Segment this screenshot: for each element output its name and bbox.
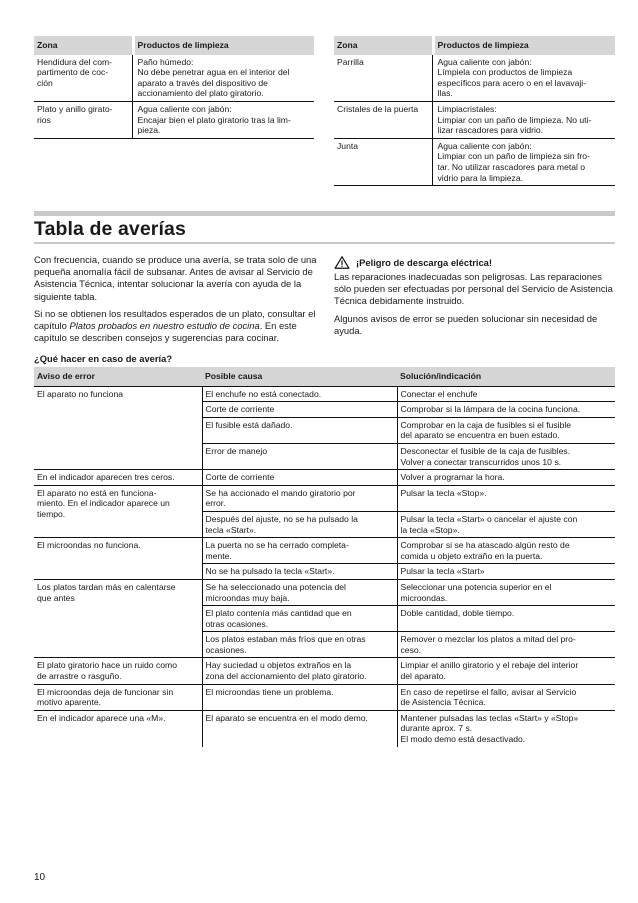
cleaning-table-header (34, 36, 314, 55)
intro-paragraph: Con frecuencia, cuando se produce una avería, se trata solo de una pequeña anomalía fácil de subsanar. Antes de avisar al Servicio de Asistencia Técnica, intentar solucionar la avería con ayuda de la siguiente tabla. (34, 254, 317, 302)
solution-cell: Pulsar la tecla «Start» o cancelar el ajuste con la tecla «Stop». (397, 511, 615, 537)
error-message-cell: En el indicador aparece una «M». (34, 710, 202, 746)
table-row (34, 684, 615, 710)
zone-cell: Plato y anillo girato- rios (34, 101, 132, 138)
table-row (334, 138, 615, 185)
error-message-cell: El aparato no está en funciona- miento. En el indicador aparece un tiempo. (34, 485, 202, 537)
zone-cell: Cristales de la puerta (334, 101, 432, 138)
product-cell: Limpiacristales: Limpiar con un paño de limpieza. No uti- lizar rascadores para vidrio. (435, 101, 616, 138)
cause-cell: La puerta no se ha cerrado completa- mente. (202, 538, 397, 564)
error-message-cell: En el indicador aparecen tres ceros. (34, 470, 202, 486)
solution-cell: Mantener pulsadas las teclas «Start» y «Stop» durante aprox. 7 s. El modo demo está desactivado. (397, 710, 615, 746)
cause-cell: El plato contenía más cantidad que en otras ocasiones. (202, 606, 397, 632)
zone-cell: Junta (334, 138, 432, 185)
zone-cell: Hendidura del com- partimento de coc- ción (34, 55, 132, 102)
section-divider (34, 242, 615, 244)
solution-cell: Limpiar el anillo giratorio y el rebaje del interior del aparato. (397, 658, 615, 684)
solution-cell: Conectar el enchufe (397, 386, 615, 402)
error-message-cell: El microondas deja de funcionar sin motivo aparente. (34, 684, 202, 710)
cause-cell: El fusible está dañado. (202, 417, 397, 443)
cleaning-table-right (334, 36, 615, 186)
solution-cell: En caso de repetirse el fallo, avisar al Servicio de Asistencia Técnica. (397, 684, 615, 710)
cleaning-table-header (334, 36, 615, 55)
solution-cell: Comprobar si la lámpara de la cocina funciona. (397, 402, 615, 418)
column-header-error: Aviso de error (34, 367, 202, 386)
error-message-cell: El microondas no funciona. (34, 538, 202, 580)
cause-cell: Hay suciedad u objetos extraños en la zona del accionamiento del plato giratorio. (202, 658, 397, 684)
section-title: Tabla de averías (34, 218, 186, 240)
section-divider (34, 211, 615, 216)
table-row (334, 101, 615, 138)
page-number: 10 (34, 872, 46, 883)
solution-cell: Doble cantidad, doble tiempo. (397, 606, 615, 632)
column-header-cause: Posible causa (202, 367, 397, 386)
error-message-cell: Los platos tardan más en calentarse que antes (34, 579, 202, 658)
column-header-zone: Zona (334, 36, 432, 55)
solution-cell: Desconectar el fusible de la caja de fusibles. Volver a conectar transcurridos unos 10 s. (397, 443, 615, 469)
column-header-zone: Zona (34, 36, 132, 55)
faults-table (34, 367, 615, 747)
warning-triangle-icon (334, 256, 350, 269)
faults-subheading: ¿Qué hacer en caso de avería? (34, 353, 173, 364)
cause-cell: El aparato se encuentra en el modo demo. (202, 710, 397, 746)
solution-cell: Remover o mezclar los platos a mitad del pro- ceso. (397, 632, 615, 658)
cause-cell: Los platos estaban más fríos que en otras ocasiones. (202, 632, 397, 658)
product-cell: Paño húmedo: No debe penetrar agua en el interior del aparato a través del dispositivo de accionamiento del plato giratorio. (135, 55, 315, 102)
table-row (34, 386, 615, 402)
faults-table-body (34, 386, 615, 747)
error-message-cell: El plato giratorio hace un ruido como de arrastre o rasguño. (34, 658, 202, 684)
column-header-solution: Solución/indicación (397, 367, 615, 386)
cause-cell: Se ha accionado el mando giratorio por error. (202, 485, 397, 511)
cause-cell: Corte de corriente (202, 402, 397, 418)
cause-cell: Se ha seleccionado una potencia del microondas muy baja. (202, 579, 397, 605)
warning-note: Algunos avisos de error se pueden solucionar sin necesidad de ayuda. (334, 312, 598, 336)
intro-column (34, 254, 317, 349)
chapter-reference: Platos probados en nuestro estudio de cocina (69, 320, 260, 332)
warning-heading (334, 256, 615, 269)
solution-cell: Seleccionar una potencia superior en el microondas. (397, 579, 615, 605)
intro-paragraph-reference (34, 308, 317, 345)
solution-cell: Pulsar la tecla «Stop». (397, 485, 615, 511)
cause-cell: El microondas tiene un problema. (202, 684, 397, 710)
zone-cell: Parrilla (334, 55, 432, 102)
cleaning-table-left (34, 36, 314, 139)
solution-cell: Comprobar si se ha atascado algún resto de comida u objeto extraño en la puerta. (397, 538, 615, 564)
table-row (34, 579, 615, 605)
table-row (334, 55, 615, 102)
cause-cell: Error de manejo (202, 443, 397, 469)
table-row (34, 55, 314, 102)
table-row (34, 538, 615, 564)
intro-text: Si no se obtienen los resultados esperados de un plato, consultar el capítulo (34, 307, 316, 332)
warning-box (334, 256, 615, 342)
solution-cell: Pulsar la tecla «Start» (397, 564, 615, 580)
cleaning-table-body (34, 55, 314, 139)
warning-paragraph: Las reparaciones inadecuadas son peligrosas. Las reparaciones sólo pueden ser efectuadas por personal del Servicio de Asistencia Técnica debidamente instruido. (334, 271, 613, 307)
product-cell: Agua caliente con jabón: Límpiela con productos de limpieza específicos para acero o en el lavavaji- llas. (435, 55, 616, 102)
warning-title: ¡Peligro de descarga eléctrica! (356, 256, 492, 268)
solution-cell: Comprobar en la caja de fusibles si el fusible del aparato se encuentra en buen estado. (397, 417, 615, 443)
cause-cell: Corte de corriente (202, 470, 397, 486)
product-cell: Agua caliente con jabón: Limpiar con un paño de limpieza sin fro- tar. No utilizar rascadores para metal o vidrio para la limpieza. (435, 138, 616, 185)
cause-cell: No se ha pulsado la tecla «Start». (202, 564, 397, 580)
cause-cell: Después del ajuste, no se ha pulsado la tecla «Start». (202, 511, 397, 537)
table-row (34, 485, 615, 511)
column-header-products: Productos de limpieza (135, 36, 315, 55)
intro-text: . En este capítulo se describen consejos y sugerencias para cocinar. (34, 320, 297, 344)
table-row (34, 710, 615, 746)
error-message-cell: El aparato no funciona (34, 386, 202, 470)
table-row (34, 101, 314, 138)
faults-table-header (34, 367, 615, 386)
table-row (34, 658, 615, 684)
solution-cell: Volver a programar la hora. (397, 470, 615, 486)
table-row (34, 470, 615, 486)
cleaning-table-body (334, 55, 615, 186)
cause-cell: El enchufe no está conectado. (202, 386, 397, 402)
column-header-products: Productos de limpieza (435, 36, 616, 55)
product-cell: Agua caliente con jabón: Encajar bien el plato giratorio tras la lim- pieza. (135, 101, 315, 138)
